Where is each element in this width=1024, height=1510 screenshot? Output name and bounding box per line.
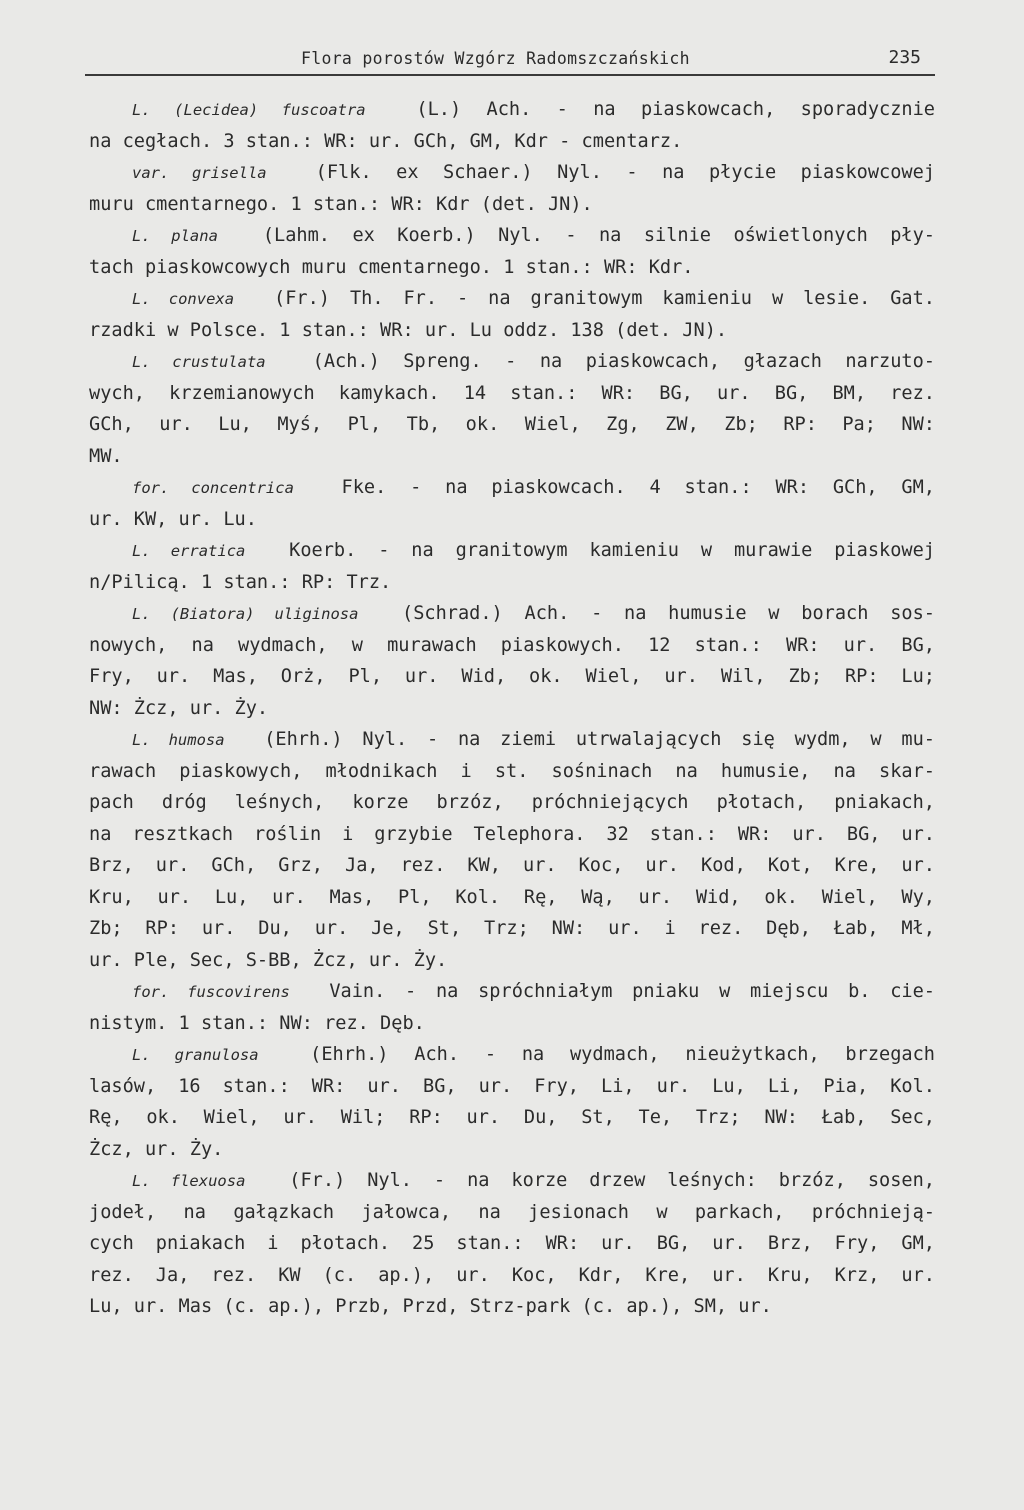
entry-line (89, 1291, 935, 1323)
entry-line (89, 850, 935, 882)
entry-first-line (89, 283, 935, 315)
entry-line (89, 756, 935, 788)
entry-text: wych, krzemianowych kamykach. 14 stan.: WR: BG, ur. BG, BM, rez. (89, 382, 935, 404)
species-name: L. (Biatora) uliginosa (132, 605, 359, 623)
entry-text: GCh, ur. Lu, Myś, Pl, Tb, ok. Wiel, Zg, ZW, Zb; RP: Pa; NW: (89, 414, 935, 435)
entry-line (89, 913, 935, 945)
entry-text: muru cmentarnego. 1 stan.: WR: Kdr (det. JN). (89, 193, 593, 215)
entry-first-line (89, 1165, 935, 1197)
entry-text: na cegłach. 3 stan.: WR: ur. GCh, GM, Kdr - cmentarz. (89, 130, 683, 152)
entry-line (89, 1008, 935, 1040)
entry-text: (Fr.) Nyl. - na korze drzew leśnych: brzóz, sosen, (289, 1170, 935, 1191)
entry-first-line (89, 535, 935, 567)
entry-text: rawach piaskowych, młodnikach i st. sośninach na humusie, na skar- (89, 760, 935, 782)
entry-text: Fke. - na piaskowcach. 4 stan.: WR: GCh, GM, (341, 477, 935, 498)
entry-line (89, 1134, 935, 1166)
entry-line (89, 567, 935, 599)
page-number: 235 (888, 47, 921, 68)
entry-first-line (89, 157, 935, 189)
entry-text: ur. KW, ur. Lu. (89, 508, 257, 530)
species-name: L. erratica (132, 542, 246, 560)
running-title: Flora porostów Wzgórz Radomszczańskich (301, 49, 690, 68)
entry-line (89, 409, 935, 441)
entry-text: Koerb. - na granitowym kamieniu w murawie piaskowej (289, 540, 935, 561)
species-entries (89, 94, 935, 1323)
entry-text: NW: Żcz, ur. Ży. (89, 697, 269, 719)
entry-text: nistym. 1 stan.: NW: rez. Dęb. (89, 1012, 425, 1034)
entry-text: (Ach.) Spreng. - na piaskowcach, głazach narzuto- (312, 351, 935, 372)
entry-line (89, 630, 935, 662)
entry-first-line (89, 976, 935, 1008)
entry-text: (Flk. ex Schaer.) Nyl. - na płycie piaskowcowej (315, 162, 936, 183)
entry-text: Fry, ur. Mas, Orż, Pl, ur. Wid, ok. Wiel, ur. Wil, Zb; RP: Lu; (89, 666, 935, 687)
species-name: var. grisella (132, 164, 267, 182)
entry-text: tach piaskowcowych muru cmentarnego. 1 stan.: WR: Kdr. (89, 256, 694, 278)
entry-line (89, 126, 935, 158)
entry-text: rzadki w Polsce. 1 stan.: WR: ur. Lu oddz. 138 (det. JN). (89, 319, 728, 341)
entry-text: rez. Ja, rez. KW (c. ap.), ur. Koc, Kdr, Kre, ur. Kru, Krz, ur. (89, 1264, 935, 1286)
entry-text: Rę, ok. Wiel, ur. Wil; RP: ur. Du, St, Te, Trz; NW: Łab, Sec, (89, 1107, 935, 1128)
species-name: for. fuscovirens (132, 983, 290, 1001)
entry-line (89, 661, 935, 693)
entry-text: lasów, 16 stan.: WR: ur. BG, ur. Fry, Li, ur. Lu, Li, Pia, Kol. (89, 1075, 935, 1097)
entry-line (89, 189, 935, 221)
species-name: L. granulosa (132, 1046, 259, 1064)
species-name: L. crustulata (132, 353, 266, 371)
entry-text: (Ehrh.) Nyl. - na ziemi utrwalających się wydm, w mu- (264, 729, 935, 750)
entry-text: Zb; RP: ur. Du, ur. Je, St, Trz; NW: ur. i rez. Dęb, Łab, Mł, (89, 918, 935, 939)
entry-text: nowych, na wydmach, w murawach piaskowych. 12 stan.: WR: ur. BG, (89, 634, 935, 656)
entry-text: n/Pilicą. 1 stan.: RP: Trz. (89, 571, 392, 593)
entry-line (89, 1228, 935, 1260)
entry-first-line (89, 724, 935, 756)
entry-text: (Fr.) Th. Fr. - na granitowym kamieniu w lesie. Gat. (274, 288, 936, 309)
entry-line (89, 1071, 935, 1103)
entry-text: jodeł, na gałązkach jałowca, na jesionach w parkach, próchnieją- (89, 1201, 935, 1223)
entry-first-line (89, 1039, 935, 1071)
entry-line (89, 504, 935, 536)
entry-first-line (89, 598, 935, 630)
entry-line (89, 882, 935, 914)
entry-text: (Schrad.) Ach. - na humusie w borach sos- (402, 603, 935, 624)
entry-line (89, 787, 935, 819)
entry-line (89, 252, 935, 284)
species-name: for. concentrica (132, 479, 294, 497)
entry-line (89, 945, 935, 977)
species-name: L. humosa (132, 731, 225, 749)
entry-line (89, 1102, 935, 1134)
entry-line (89, 819, 935, 851)
entry-text: Brz, ur. GCh, Grz, Ja, rez. KW, ur. Koc, ur. Kod, Kot, Kre, ur. (89, 855, 935, 876)
entry-text: cych pniakach i płotach. 25 stan.: WR: ur. BG, ur. Brz, Fry, GM, (89, 1233, 935, 1254)
entry-text: (L.) Ach. - na piaskowcach, sporadycznie (416, 99, 935, 120)
species-name: L. convexa (132, 290, 235, 308)
entry-text: Vain. - na spróchniałym pniaku w miejscu b. cie- (329, 981, 936, 1002)
entry-line (89, 441, 935, 473)
entry-line (89, 1260, 935, 1292)
entry-text: (Lahm. ex Koerb.) Nyl. - na silnie oświetlonych pły- (262, 225, 936, 246)
entry-first-line (89, 472, 935, 504)
entry-text: (Ehrh.) Ach. - na wydmach, nieużytkach, brzegach (310, 1044, 935, 1065)
entry-text: Kru, ur. Lu, ur. Mas, Pl, Kol. Rę, Wą, ur. Wid, ok. Wiel, Wy, (89, 886, 935, 908)
entry-text: Żcz, ur. Ży. (89, 1138, 224, 1160)
entry-first-line (89, 94, 935, 126)
entry-line (89, 378, 935, 410)
species-name: L. plana (132, 227, 218, 245)
entry-line (89, 315, 935, 347)
species-name: L. flexuosa (132, 1172, 246, 1190)
entry-first-line (89, 346, 935, 378)
entry-line (89, 693, 935, 725)
entry-first-line (89, 220, 935, 252)
entry-line (89, 1197, 935, 1229)
entry-text: Lu, ur. Mas (c. ap.), Przb, Przd, Strz-park (c. ap.), SM, ur. (89, 1296, 772, 1317)
species-name: L. (Lecidea) fuscoatra (132, 101, 366, 119)
entry-text: na resztkach roślin i grzybie Telephora. 32 stan.: WR: ur. BG, ur. (89, 823, 935, 845)
entry-text: pach dróg leśnych, korze brzóz, próchniejących płotach, pniakach, (89, 792, 935, 813)
entry-text: ur. Ple, Sec, S-BB, Żcz, ur. Ży. (89, 949, 448, 971)
entry-text: MW. (89, 445, 123, 467)
running-head (85, 44, 935, 76)
